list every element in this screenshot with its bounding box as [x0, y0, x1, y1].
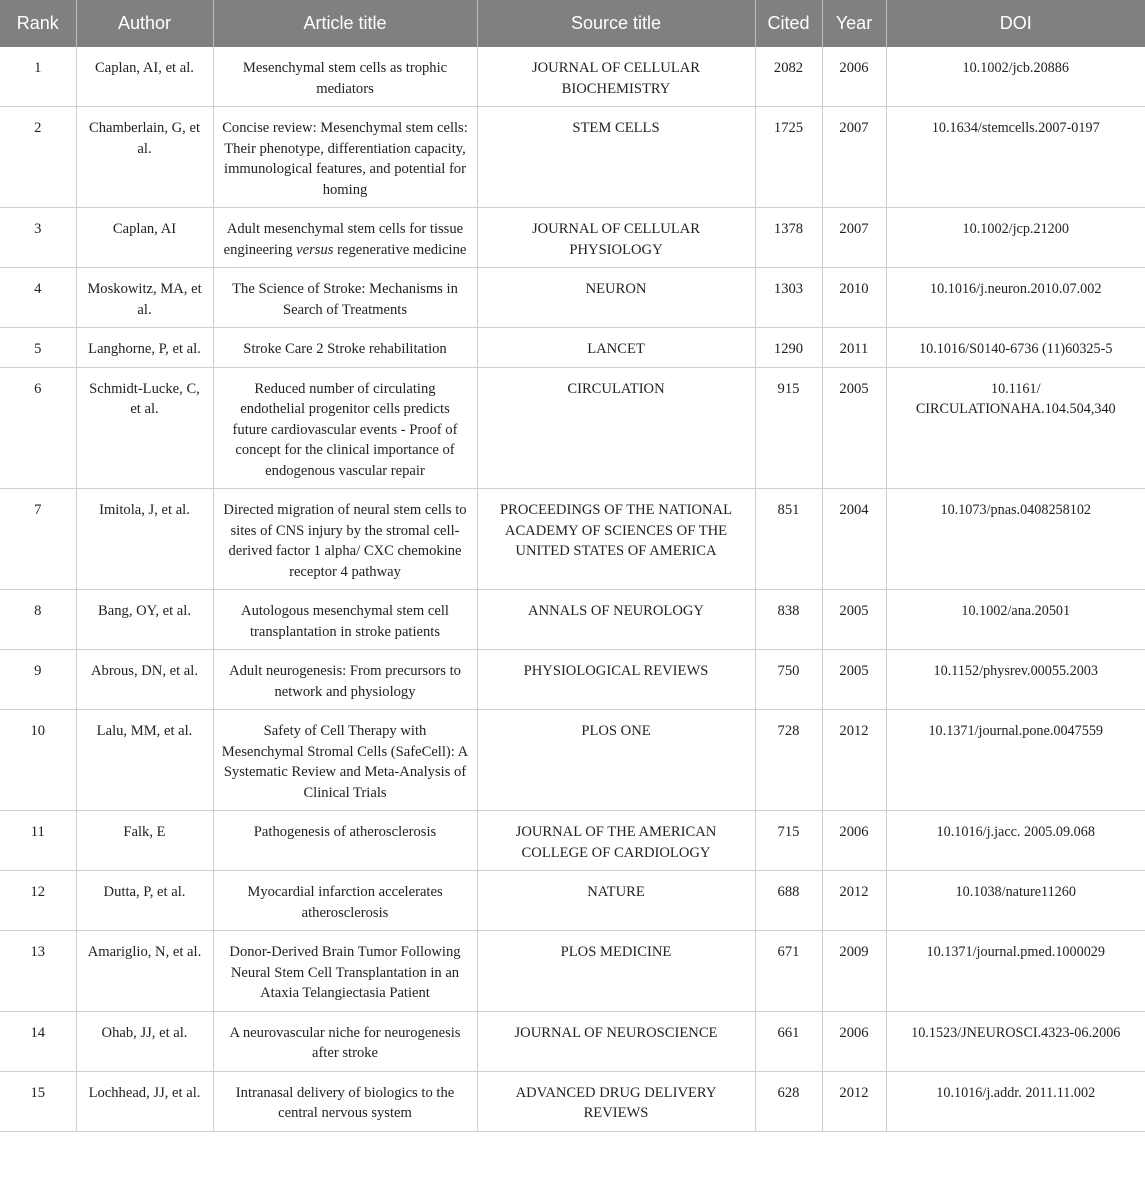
- source-title-cell: PLOS ONE: [477, 710, 755, 811]
- source-title-cell: ANNALS OF NEUROLOGY: [477, 590, 755, 650]
- doi-cell: 10.1002/jcb.20886: [886, 47, 1145, 107]
- header-row: [0, 0, 1145, 47]
- year-cell: 2007: [822, 208, 886, 268]
- year-cell: 2006: [822, 47, 886, 107]
- doi-cell: 10.1161/ CIRCULATIONAHA.104.504,340: [886, 367, 1145, 489]
- article-title-cell: Myocardial infarction accelerates atherosclerosis: [213, 871, 477, 931]
- article-title-cell: The Science of Stroke: Mechanisms in Search of Treatments: [213, 268, 477, 328]
- article-title-cell: Adult neurogenesis: From precursors to network and physiology: [213, 650, 477, 710]
- emphasis-text: versus: [296, 241, 334, 258]
- header-rank: Rank: [0, 0, 76, 47]
- table-row: [0, 107, 1145, 208]
- author-cell: Caplan, AI, et al.: [76, 47, 213, 107]
- source-title-cell: PROCEEDINGS OF THE NATIONAL ACADEMY OF SCIENCES OF THE UNITED STATES OF AMERICA: [477, 489, 755, 590]
- table-row: [0, 710, 1145, 811]
- year-cell: 2007: [822, 107, 886, 208]
- doi-cell: 10.1002/jcp.21200: [886, 208, 1145, 268]
- year-cell: 2012: [822, 1071, 886, 1131]
- author-cell: Caplan, AI: [76, 208, 213, 268]
- source-title-cell: JOURNAL OF NEUROSCIENCE: [477, 1011, 755, 1071]
- header-year: Year: [822, 0, 886, 47]
- source-title-cell: PLOS MEDICINE: [477, 931, 755, 1012]
- article-title-cell: Safety of Cell Therapy with Mesenchymal Stromal Cells (SafeCell): A Systematic Review and Meta-Analysis of Clinical Trials: [213, 710, 477, 811]
- author-cell: Lalu, MM, et al.: [76, 710, 213, 811]
- rank-cell: 6: [0, 367, 76, 489]
- cited-cell: 851: [755, 489, 822, 590]
- table-row: [0, 590, 1145, 650]
- table-row: [0, 1011, 1145, 1071]
- author-cell: Ohab, JJ, et al.: [76, 1011, 213, 1071]
- year-cell: 2006: [822, 811, 886, 871]
- year-cell: 2005: [822, 590, 886, 650]
- cited-cell: 715: [755, 811, 822, 871]
- author-cell: Langhorne, P, et al.: [76, 328, 213, 368]
- rank-cell: 5: [0, 328, 76, 368]
- article-title-cell: Adult mesenchymal stem cells for tissue engineering versus regenerative medicine: [213, 208, 477, 268]
- rank-cell: 14: [0, 1011, 76, 1071]
- article-title-cell: Donor-Derived Brain Tumor Following Neural Stem Cell Transplantation in an Ataxia Telangiectasia Patient: [213, 931, 477, 1012]
- header-doi: DOI: [886, 0, 1145, 47]
- rank-cell: 4: [0, 268, 76, 328]
- author-cell: Abrous, DN, et al.: [76, 650, 213, 710]
- cited-cell: 1290: [755, 328, 822, 368]
- table-row: [0, 1071, 1145, 1131]
- cited-cell: 750: [755, 650, 822, 710]
- author-cell: Schmidt-Lucke, C, et al.: [76, 367, 213, 489]
- doi-cell: 10.1073/pnas.0408258102: [886, 489, 1145, 590]
- article-title-cell: Directed migration of neural stem cells to sites of CNS injury by the stromal cell-derived factor 1 alpha/ CXC chemokine receptor 4 pathway: [213, 489, 477, 590]
- table-row: [0, 268, 1145, 328]
- year-cell: 2012: [822, 710, 886, 811]
- source-title-cell: CIRCULATION: [477, 367, 755, 489]
- rank-cell: 1: [0, 47, 76, 107]
- header-source-title: Source title: [477, 0, 755, 47]
- rank-cell: 3: [0, 208, 76, 268]
- table-row: [0, 931, 1145, 1012]
- rank-cell: 8: [0, 590, 76, 650]
- author-cell: Amariglio, N, et al.: [76, 931, 213, 1012]
- table-row: [0, 871, 1145, 931]
- year-cell: 2010: [822, 268, 886, 328]
- source-title-cell: ADVANCED DRUG DELIVERY REVIEWS: [477, 1071, 755, 1131]
- table-row: [0, 367, 1145, 489]
- rank-cell: 2: [0, 107, 76, 208]
- doi-cell: 10.1016/j.neuron.2010.07.002: [886, 268, 1145, 328]
- article-title-cell: Autologous mesenchymal stem cell transplantation in stroke patients: [213, 590, 477, 650]
- table-row: [0, 47, 1145, 107]
- article-title-cell: Intranasal delivery of biologics to the central nervous system: [213, 1071, 477, 1131]
- cited-cell: 915: [755, 367, 822, 489]
- table-row: [0, 328, 1145, 368]
- table-body: [0, 47, 1145, 1131]
- cited-cell: 1378: [755, 208, 822, 268]
- source-title-cell: LANCET: [477, 328, 755, 368]
- author-cell: Falk, E: [76, 811, 213, 871]
- source-title-cell: JOURNAL OF CELLULAR PHYSIOLOGY: [477, 208, 755, 268]
- header-article-title: Article title: [213, 0, 477, 47]
- doi-cell: 10.1371/journal.pone.0047559: [886, 710, 1145, 811]
- article-title-cell: A neurovascular niche for neurogenesis after stroke: [213, 1011, 477, 1071]
- cited-cell: 671: [755, 931, 822, 1012]
- cited-cell: 2082: [755, 47, 822, 107]
- cited-cell: 628: [755, 1071, 822, 1131]
- header-cited: Cited: [755, 0, 822, 47]
- article-title-cell: Reduced number of circulating endothelial progenitor cells predicts future cardiovascular events - Proof of concept for the clinical importance of endogenous vascular repair: [213, 367, 477, 489]
- article-title-cell: Concise review: Mesenchymal stem cells: Their phenotype, differentiation capacity, immunological features, and potential for homing: [213, 107, 477, 208]
- doi-cell: 10.1634/stemcells.2007-0197: [886, 107, 1145, 208]
- cited-cell: 1725: [755, 107, 822, 208]
- year-cell: 2004: [822, 489, 886, 590]
- doi-cell: 10.1152/physrev.00055.2003: [886, 650, 1145, 710]
- author-cell: Bang, OY, et al.: [76, 590, 213, 650]
- cited-cell: 688: [755, 871, 822, 931]
- doi-cell: 10.1016/j.jacc. 2005.09.068: [886, 811, 1145, 871]
- source-title-cell: PHYSIOLOGICAL REVIEWS: [477, 650, 755, 710]
- cited-cell: 728: [755, 710, 822, 811]
- rank-cell: 12: [0, 871, 76, 931]
- article-title-cell: Stroke Care 2 Stroke rehabilitation: [213, 328, 477, 368]
- doi-cell: 10.1016/j.addr. 2011.11.002: [886, 1071, 1145, 1131]
- author-cell: Lochhead, JJ, et al.: [76, 1071, 213, 1131]
- year-cell: 2005: [822, 650, 886, 710]
- cited-cell: 661: [755, 1011, 822, 1071]
- doi-cell: 10.1016/S0140-6736 (11)60325-5: [886, 328, 1145, 368]
- source-title-cell: NEURON: [477, 268, 755, 328]
- article-title-cell: Mesenchymal stem cells as trophic mediators: [213, 47, 477, 107]
- table-header: [0, 0, 1145, 47]
- rank-cell: 11: [0, 811, 76, 871]
- source-title-cell: JOURNAL OF CELLULAR BIOCHEMISTRY: [477, 47, 755, 107]
- year-cell: 2012: [822, 871, 886, 931]
- author-cell: Dutta, P, et al.: [76, 871, 213, 931]
- header-author: Author: [76, 0, 213, 47]
- author-cell: Moskowitz, MA, et al.: [76, 268, 213, 328]
- year-cell: 2011: [822, 328, 886, 368]
- doi-cell: 10.1038/nature11260: [886, 871, 1145, 931]
- author-cell: Imitola, J, et al.: [76, 489, 213, 590]
- article-title-cell: Pathogenesis of atherosclerosis: [213, 811, 477, 871]
- source-title-cell: JOURNAL OF THE AMERICAN COLLEGE OF CARDIOLOGY: [477, 811, 755, 871]
- rank-cell: 10: [0, 710, 76, 811]
- table-row: [0, 650, 1145, 710]
- rank-cell: 13: [0, 931, 76, 1012]
- cited-cell: 838: [755, 590, 822, 650]
- rank-cell: 9: [0, 650, 76, 710]
- source-title-cell: STEM CELLS: [477, 107, 755, 208]
- rank-cell: 7: [0, 489, 76, 590]
- year-cell: 2009: [822, 931, 886, 1012]
- table-row: [0, 489, 1145, 590]
- year-cell: 2005: [822, 367, 886, 489]
- author-cell: Chamberlain, G, et al.: [76, 107, 213, 208]
- table-row: [0, 208, 1145, 268]
- cited-cell: 1303: [755, 268, 822, 328]
- doi-cell: 10.1371/journal.pmed.1000029: [886, 931, 1145, 1012]
- doi-cell: 10.1523/JNEUROSCI.4323-06.2006: [886, 1011, 1145, 1071]
- rank-cell: 15: [0, 1071, 76, 1131]
- source-title-cell: NATURE: [477, 871, 755, 931]
- table-row: [0, 811, 1145, 871]
- year-cell: 2006: [822, 1011, 886, 1071]
- doi-cell: 10.1002/ana.20501: [886, 590, 1145, 650]
